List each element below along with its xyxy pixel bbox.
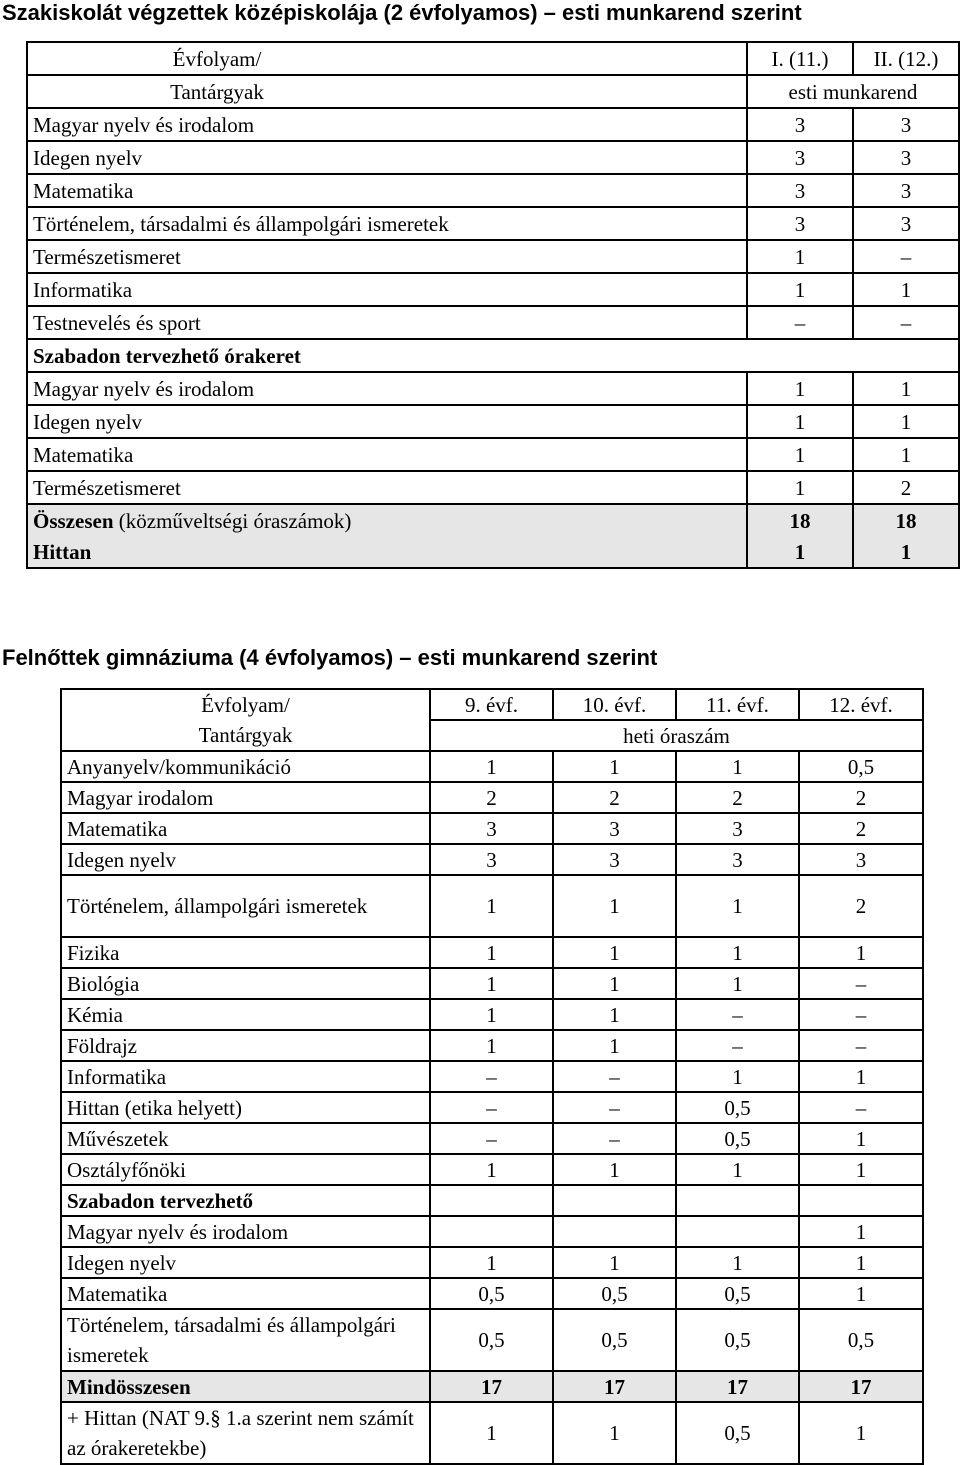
subject-name: Történelem, társadalmi és állampolgári ismeretek bbox=[61, 1309, 430, 1371]
empty-cell bbox=[676, 1185, 799, 1216]
hours-cell: 1 bbox=[799, 1278, 923, 1309]
table-row bbox=[61, 751, 923, 782]
table-row bbox=[27, 372, 959, 405]
hours-cell: 1 bbox=[747, 372, 853, 405]
header-label-line2: Tantárgyak bbox=[61, 720, 430, 751]
hours-cell: 1 bbox=[853, 405, 959, 438]
subject-name: Magyar nyelv és irodalom bbox=[61, 1216, 430, 1247]
table-row bbox=[61, 1371, 923, 1402]
adult-gymnasium-table bbox=[60, 688, 924, 1465]
table-row bbox=[61, 999, 923, 1030]
hours-cell: 1 bbox=[676, 751, 799, 782]
subject-name: Matematika bbox=[27, 174, 747, 207]
hours-cell: 1 bbox=[430, 937, 553, 968]
hours-cell: 1 bbox=[430, 875, 553, 937]
hours-cell: 1 bbox=[553, 1154, 676, 1185]
hours-cell: 1 bbox=[430, 1154, 553, 1185]
hours-cell: 0,5 bbox=[553, 1278, 676, 1309]
hours-cell: 3 bbox=[747, 141, 853, 174]
hours-cell: – bbox=[676, 999, 799, 1030]
subject-name: Idegen nyelv bbox=[61, 1247, 430, 1278]
hours-cell: 1 bbox=[799, 1402, 923, 1464]
subject-name: Mindösszesen bbox=[61, 1371, 430, 1402]
total-label-bold: Összesen bbox=[33, 508, 114, 533]
hours-cell: 17 bbox=[799, 1371, 923, 1402]
subject-name: Informatika bbox=[27, 273, 747, 306]
hours-cell: 1 bbox=[676, 1061, 799, 1092]
hours-cell: 1 bbox=[553, 751, 676, 782]
empty-cell bbox=[799, 1185, 923, 1216]
hours-cell: 1 bbox=[430, 751, 553, 782]
total-label bbox=[27, 504, 747, 536]
table-row bbox=[27, 207, 959, 240]
subject-name: Testnevelés és sport bbox=[27, 306, 747, 339]
hours-cell: 1 bbox=[853, 273, 959, 306]
hours-cell: 3 bbox=[676, 813, 799, 844]
table-row bbox=[27, 438, 959, 471]
hours-cell: 1 bbox=[799, 1154, 923, 1185]
hours-cell: – bbox=[553, 1061, 676, 1092]
hours-cell: 1 bbox=[799, 1061, 923, 1092]
hours-cell: 3 bbox=[430, 844, 553, 875]
subject-name: Idegen nyelv bbox=[27, 405, 747, 438]
header-col-1: 9. évf. bbox=[430, 689, 553, 720]
hours-cell: 0,5 bbox=[676, 1278, 799, 1309]
table-row bbox=[61, 1154, 923, 1185]
hours-cell: 0,5 bbox=[676, 1092, 799, 1123]
hittan-v1: 1 bbox=[747, 536, 853, 568]
hours-cell: 3 bbox=[853, 108, 959, 141]
empty-cell bbox=[553, 1185, 676, 1216]
header-col-2: II. (12.) bbox=[853, 42, 959, 75]
table-row bbox=[27, 273, 959, 306]
hours-cell: 1 bbox=[799, 1123, 923, 1154]
hours-cell: 3 bbox=[799, 844, 923, 875]
subject-name: Kémia bbox=[61, 999, 430, 1030]
free-heading: Szabadon tervezhető bbox=[61, 1185, 430, 1216]
hours-cell: 3 bbox=[747, 108, 853, 141]
hours-cell: – bbox=[430, 1092, 553, 1123]
evening-vocational-table bbox=[26, 41, 960, 569]
hours-cell: 1 bbox=[430, 999, 553, 1030]
hours-cell: – bbox=[799, 999, 923, 1030]
hours-cell bbox=[676, 1216, 799, 1247]
subject-name: Magyar nyelv és irodalom bbox=[27, 108, 747, 141]
hours-cell: – bbox=[430, 1123, 553, 1154]
hours-cell: 17 bbox=[430, 1371, 553, 1402]
hours-cell: 2 bbox=[553, 782, 676, 813]
hours-cell: 2 bbox=[853, 471, 959, 504]
table-row bbox=[27, 141, 959, 174]
hours-cell bbox=[430, 1216, 553, 1247]
hours-cell: – bbox=[799, 1030, 923, 1061]
hours-cell: 1 bbox=[747, 438, 853, 471]
subject-name: Magyar irodalom bbox=[61, 782, 430, 813]
header-col-3: 11. évf. bbox=[676, 689, 799, 720]
table-row bbox=[61, 937, 923, 968]
hours-cell: 0,5 bbox=[799, 751, 923, 782]
hours-cell: 3 bbox=[747, 207, 853, 240]
table-row bbox=[61, 844, 923, 875]
hours-cell: 1 bbox=[853, 372, 959, 405]
hours-cell: 3 bbox=[676, 844, 799, 875]
subject-name: Idegen nyelv bbox=[61, 844, 430, 875]
hours-cell: 2 bbox=[799, 813, 923, 844]
total-v1: 18 bbox=[747, 504, 853, 536]
table-row bbox=[27, 108, 959, 141]
hours-cell: – bbox=[799, 968, 923, 999]
hours-cell: 1 bbox=[553, 1247, 676, 1278]
header-label-line2: Tantárgyak bbox=[27, 75, 747, 108]
hours-cell: 0,5 bbox=[676, 1402, 799, 1464]
hours-cell: 3 bbox=[430, 813, 553, 844]
hours-cell: 3 bbox=[553, 813, 676, 844]
table-row bbox=[61, 1092, 923, 1123]
hours-cell: 1 bbox=[430, 1402, 553, 1464]
section2-heading: Felnőttek gimnáziuma (4 évfolyamos) – esti munkarend szerint bbox=[2, 645, 658, 670]
subject-name: Művészetek bbox=[61, 1123, 430, 1154]
subject-name: Földrajz bbox=[61, 1030, 430, 1061]
hours-cell: – bbox=[553, 1123, 676, 1154]
table-row bbox=[61, 782, 923, 813]
hours-cell: 1 bbox=[553, 937, 676, 968]
hours-cell: 1 bbox=[747, 405, 853, 438]
hours-cell: 1 bbox=[553, 968, 676, 999]
table-row bbox=[61, 813, 923, 844]
total-label-rest: (közműveltségi óraszámok) bbox=[113, 508, 352, 533]
hours-cell: 1 bbox=[747, 240, 853, 273]
hours-cell: 1 bbox=[553, 875, 676, 937]
table-row bbox=[61, 1123, 923, 1154]
header-col-1: I. (11.) bbox=[747, 42, 853, 75]
hours-cell: 1 bbox=[853, 438, 959, 471]
subject-name: Fizika bbox=[61, 937, 430, 968]
hours-cell: 1 bbox=[553, 1402, 676, 1464]
hours-cell: 1 bbox=[799, 1216, 923, 1247]
subject-name: Történelem, társadalmi és állampolgári ismeretek bbox=[27, 207, 747, 240]
free-heading: Szabadon tervezhető órakeret bbox=[27, 339, 959, 372]
section1-heading: Szakiskolát végzettek középiskolája (2 évfolyamos) – esti munkarend szerint bbox=[2, 0, 802, 25]
table-row bbox=[61, 1216, 923, 1247]
header-col-4: 12. évf. bbox=[799, 689, 923, 720]
subject-name: Természetismeret bbox=[27, 471, 747, 504]
header-label-line1: Évfolyam/ bbox=[27, 42, 747, 75]
hours-cell: – bbox=[747, 306, 853, 339]
header-col-2: 10. évf. bbox=[553, 689, 676, 720]
hours-cell: 2 bbox=[799, 875, 923, 937]
table-row bbox=[61, 875, 923, 937]
hours-cell: – bbox=[799, 1092, 923, 1123]
subject-name: Hittan (etika helyett) bbox=[61, 1092, 430, 1123]
hours-cell: 1 bbox=[430, 968, 553, 999]
subject-name: Természetismeret bbox=[27, 240, 747, 273]
empty-cell bbox=[430, 1185, 553, 1216]
hours-cell: 1 bbox=[799, 1247, 923, 1278]
table-row bbox=[27, 405, 959, 438]
hours-cell: 0,5 bbox=[553, 1309, 676, 1371]
table-row bbox=[27, 174, 959, 207]
subject-name: Matematika bbox=[27, 438, 747, 471]
hours-cell: 1 bbox=[676, 1154, 799, 1185]
hittan-label: Hittan bbox=[27, 536, 747, 568]
table-row bbox=[27, 471, 959, 504]
hours-cell: – bbox=[553, 1092, 676, 1123]
table-row bbox=[61, 1309, 923, 1371]
hours-cell: 3 bbox=[747, 174, 853, 207]
subject-name: Történelem, állampolgári ismeretek bbox=[61, 875, 430, 937]
total-v2: 18 bbox=[853, 504, 959, 536]
subject-name: Magyar nyelv és irodalom bbox=[27, 372, 747, 405]
table-row bbox=[61, 1278, 923, 1309]
hours-cell: 1 bbox=[430, 1247, 553, 1278]
table-row bbox=[61, 1061, 923, 1092]
hours-cell: 17 bbox=[676, 1371, 799, 1402]
hours-cell: – bbox=[853, 240, 959, 273]
hours-cell: 3 bbox=[553, 844, 676, 875]
header-sub: heti óraszám bbox=[430, 720, 923, 751]
table-row bbox=[27, 306, 959, 339]
hours-cell: 2 bbox=[430, 782, 553, 813]
subject-name: Idegen nyelv bbox=[27, 141, 747, 174]
hours-cell: 3 bbox=[853, 141, 959, 174]
hours-cell: 0,5 bbox=[430, 1309, 553, 1371]
hours-cell: 1 bbox=[430, 1030, 553, 1061]
subject-name: Matematika bbox=[61, 813, 430, 844]
hours-cell: 1 bbox=[553, 1030, 676, 1061]
hours-cell: 17 bbox=[553, 1371, 676, 1402]
table-row bbox=[61, 1402, 923, 1464]
hours-cell: 1 bbox=[676, 937, 799, 968]
header-label-line1: Évfolyam/ bbox=[61, 689, 430, 720]
hours-cell: – bbox=[853, 306, 959, 339]
hours-cell: 1 bbox=[747, 273, 853, 306]
hours-cell: – bbox=[676, 1030, 799, 1061]
hours-cell: 1 bbox=[676, 875, 799, 937]
hours-cell: 0,5 bbox=[676, 1309, 799, 1371]
table-row bbox=[61, 968, 923, 999]
hours-cell: 1 bbox=[747, 471, 853, 504]
subject-name: Anyanyelv/kommunikáció bbox=[61, 751, 430, 782]
subject-name: Matematika bbox=[61, 1278, 430, 1309]
hours-cell: 0,5 bbox=[430, 1278, 553, 1309]
hours-cell: 2 bbox=[676, 782, 799, 813]
hours-cell: 3 bbox=[853, 174, 959, 207]
hours-cell bbox=[553, 1216, 676, 1247]
hours-cell: 1 bbox=[676, 968, 799, 999]
table-row bbox=[27, 240, 959, 273]
hours-cell: 3 bbox=[853, 207, 959, 240]
table-row bbox=[61, 1247, 923, 1278]
subject-name: Informatika bbox=[61, 1061, 430, 1092]
subject-name: Osztályfőnöki bbox=[61, 1154, 430, 1185]
hittan-v2: 1 bbox=[853, 536, 959, 568]
hours-cell: 0,5 bbox=[799, 1309, 923, 1371]
hours-cell: 2 bbox=[799, 782, 923, 813]
header-sub: esti munkarend bbox=[747, 75, 959, 108]
table-row bbox=[61, 1030, 923, 1061]
hours-cell: – bbox=[430, 1061, 553, 1092]
subject-name: Biológia bbox=[61, 968, 430, 999]
hours-cell: 1 bbox=[553, 999, 676, 1030]
hours-cell: 0,5 bbox=[676, 1123, 799, 1154]
subject-name: + Hittan (NAT 9.§ 1.a szerint nem számít az órakeretekbe) bbox=[61, 1402, 430, 1464]
hours-cell: 1 bbox=[799, 937, 923, 968]
hours-cell: 1 bbox=[676, 1247, 799, 1278]
